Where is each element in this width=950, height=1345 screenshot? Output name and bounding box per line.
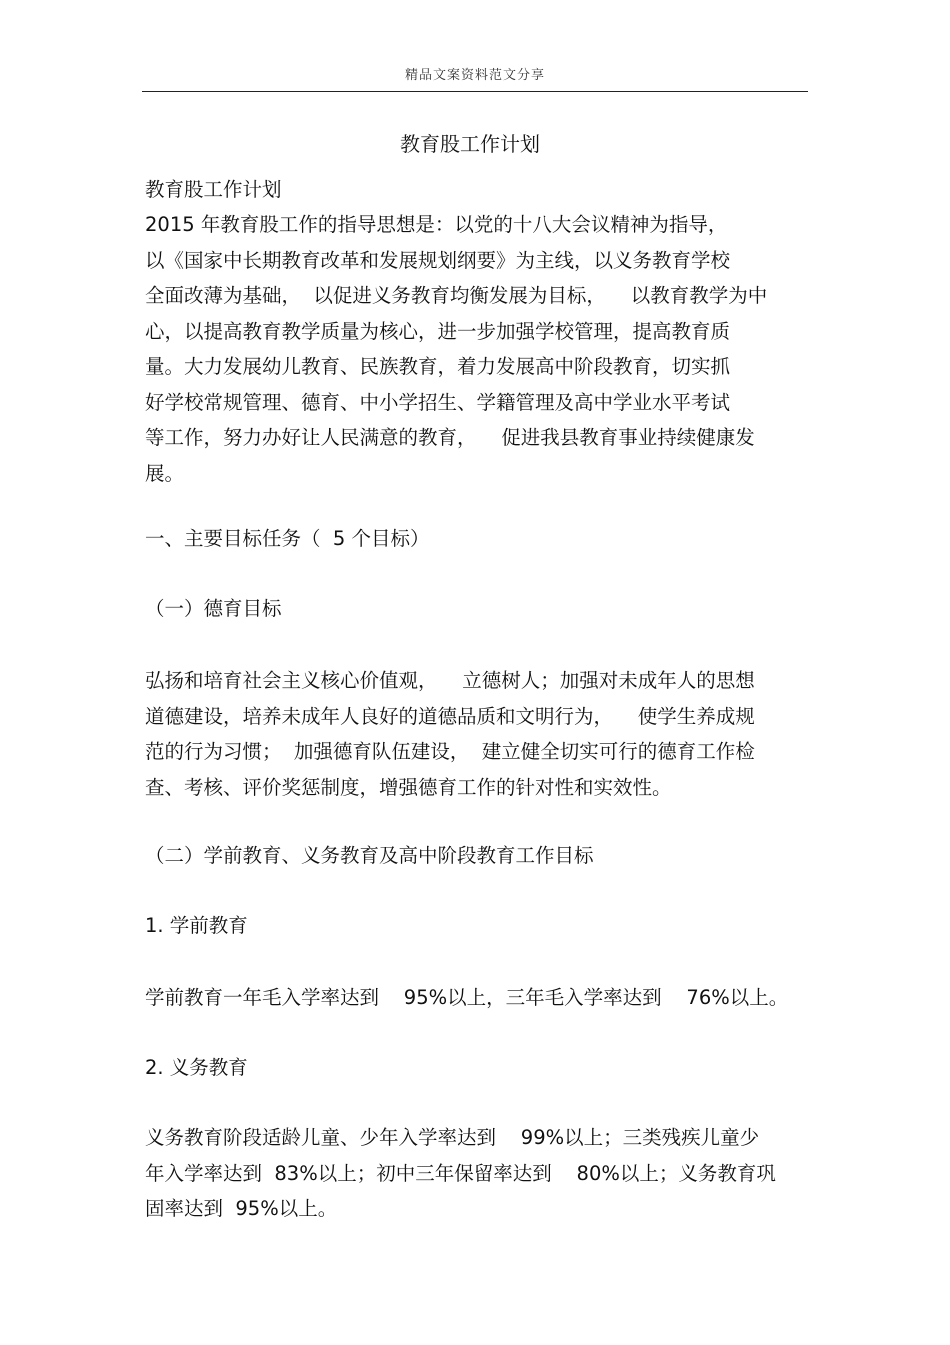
- document-subtitle: 教育股工作计划: [145, 178, 282, 201]
- intro-line: 等工作，努力办好让人民满意的教育， 促进我县教育事业持续健康发: [145, 426, 755, 449]
- intro-line: 展。: [145, 461, 185, 485]
- compulsory-paragraph: [145, 1120, 805, 1227]
- subsection-heading: （一）德育目标: [145, 597, 282, 620]
- item-heading: 2. 义务教育: [145, 1056, 248, 1079]
- compulsory-line: 固率达到 95%以上。: [145, 1197, 338, 1220]
- intro-line: 全面改薄为基础， 以促进义务教育均衡发展为目标， 以教育教学为中: [145, 284, 768, 307]
- moral-line: 道德建设，培养未成年人良好的道德品质和文明行为， 使学生养成规: [145, 704, 755, 728]
- intro-line: 好学校常规管理、德育、中小学招生、学籍管理及高中学业水平考试: [145, 390, 731, 414]
- preschool-paragraph: 学前教育一年毛入学率达到 95%以上，三年毛入学率达到 76%以上。: [145, 986, 789, 1009]
- item-heading: 1. 学前教育: [145, 914, 248, 937]
- subsection-heading: （二）学前教育、义务教育及高中阶段教育工作目标: [145, 844, 594, 867]
- moral-paragraph: [145, 663, 805, 805]
- intro-line: 以《国家中长期教育改革和发展规划纲要》为主线，以义务教育学校: [145, 248, 731, 272]
- intro-line: 量。大力发展幼儿教育、民族教育，着力发展高中阶段教育，切实抓: [145, 355, 731, 378]
- compulsory-line: 义务教育阶段适龄儿童、少年入学率达到 99%以上；三类残疾儿童少: [145, 1126, 760, 1149]
- compulsory-line: 年入学率达到 83%以上；初中三年保留率达到 80%以上；义务教育巩: [145, 1161, 776, 1185]
- moral-line: 弘扬和培育社会主义核心价值观， 立德树人；加强对未成年人的思想: [145, 669, 755, 692]
- intro-line: 2015 年教育股工作的指导思想是：以党的十八大会议精神为指导，: [145, 213, 728, 236]
- moral-line: 范的行为习惯； 加强德育队伍建设， 建立健全切实可行的德育工作检: [145, 740, 755, 763]
- moral-line: 查、考核、评价奖惩制度，增强德育工作的针对性和实效性。: [145, 775, 672, 799]
- section-heading: 一、主要目标任务（ 5 个目标）: [145, 527, 430, 550]
- document-title: 教育股工作计划: [400, 132, 540, 156]
- page-header: 精品文案资料范文分享: [404, 68, 545, 83]
- header-divider: [142, 91, 808, 92]
- intro-paragraph: [145, 207, 805, 491]
- intro-line: 心，以提高教育教学质量为核心，进一步加强学校管理，提高教育质: [145, 319, 731, 343]
